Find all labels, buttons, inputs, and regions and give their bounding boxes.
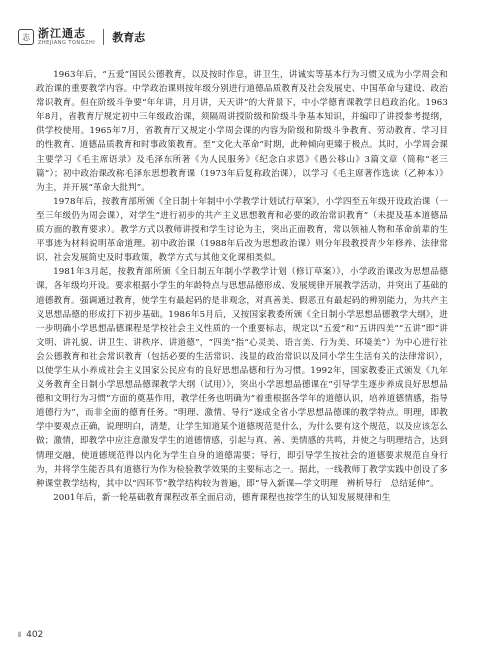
series-logo [18,28,95,46]
logo-emblem-icon: 志 [18,29,34,45]
paragraph: 1963年后，“五爱”国民公德教育，以及按时作息，讲卫生，讲诚实等基本行为习惯又成为小学周会和政治课的重要教学内容。中学政治课则按年级分别进行道德品质教育及社会发展史、中国革命与建设、政治常识教育。但在阶级斗争要“年年讲，月月讲，天天讲”的大背景下，中小学德育课教学日趋政治化。1963年8月，省教育厅规定初中三年级政治课，须隔周讲授阶级和阶级斗争基本知识，并编印了讲授参考提纲，供学校使用。1965年7月，省教育厅又规定小学周会课的内容为阶级和阶级斗争教育、劳动教育、学习目的性教育、道德品质教育和时事政策教育。至“文化大革命”时期，此种倾向更臻于极点。其时，小学周会课主要学习《毛主席语录》及毛泽东所著《为人民服务》《纪念白求恩》《愚公移山》3篇文章（简称“老三篇”）；初中政治课改称毛泽东思想教育课（1973年后复称政治课），以学习《毛主席著作选读（乙种本）》为主，并开展“革命大批判”。 [36,70,448,193]
header-divider [103,29,104,45]
logo-subtitle: ZHEJIANG TONGZHI [38,40,96,46]
page-marker-icon: ⦀ [18,630,22,639]
paragraph: 2001年后，新一轮基础教育课程改革全面启动，德育课程也按学生的认知发展规律和生 [53,492,391,503]
page-number: 402 [26,630,44,640]
logo-text [38,28,95,46]
paragraph: 1978年后，按教育部所颁《全日制十年制中小学教学计划试行草案》，小学四至五年级开设政治课（一至三年级仍为周会课），对学生“进行初步的共产主义思想教育和必要的政治常识教育”（未提及基本道德品质方面的教育要求）。教学方式以教师讲授和学生讨论为主，突出正面教育，常以领袖人物和革命前辈的生平事迹为材料说明革命道理。初中政治课（1988年后改为思想政治课）则分年段教授青少年修养、法律常识、社会发展简史及时事政策，教学方式与其他文化课相类似。 [36,196,448,264]
page-header [18,22,462,52]
body-text [36,68,448,505]
paragraph: 1981年3月起，按教育部所颁《全日制五年制小学教学计划（修订草案）》，小学政治课改为思想品德课，各年级均开设。要求根据小学生的年龄特点与思想品德形成、发展规律开展教学活动，并突出了基础的道德教育。强调通过教育，使学生有最起码的是非观念，对真善美、假恶丑有最起码的辨别能力，为共产主义思想品德的形成打下初步基础。1986年5月后，又按国家教委所颁《全日制小学思想品德教学大纲》，进一步明确小学思想品德课程是学校社会主义性质的一个重要标志，规定以“五爱”和“五讲四美”“五讲”即“讲文明、讲礼貌、讲卫生、讲秩序、讲道德”，“四美”指“心灵美、语言美、行为美、环境美”）为中心进行社会公德教育和社会常识教育（包括必要的生活常识、浅显的政治常识以及同小学生生活有关的法律常识），以使学生从小养成社会主义国家公民应有的良好思想品德和行为习惯。1992年，国家教委正式颁发《九年义务教育全日制小学思想品德课教学大纲（试用）》，突出小学思想品德课在“引导学生逐步养成良好思想品德和文明行为习惯”方面的奠基作用，教学任务也明确为“着重根据各学年的道德认识，培养道德情感，指导道德行为”，而非全面的德育任务。“明理、激情、导行”遂成全省小学思想品德课的教学特点。明理，即教学中要观点正确，说理明白，清楚，让学生知道某个道德规范是什么，为什么要有这个规范，以及应该怎么做；激情，即教学中应注意激发学生的道德情感，引起与真、善、美情感的共鸣，并使之与明理结合，达到情理交融，使道德规范得以内化为学生自身的道德需要；导行，即引导学生按社会的道德要求规范自身行为，并将学生能否具有道德行为作为检验教学效果的主要标志之一。据此，一线教师丁教学实践中创设了多种课堂教学结构，其中以“四环节”教学结构较为普遍，即“导入新课—学文明理 辨析导行 总结延伸”。 [36,267,448,489]
section-title: 教育志 [112,31,146,44]
logo-title: 浙江通志 [38,27,86,40]
page-footer [18,630,43,640]
